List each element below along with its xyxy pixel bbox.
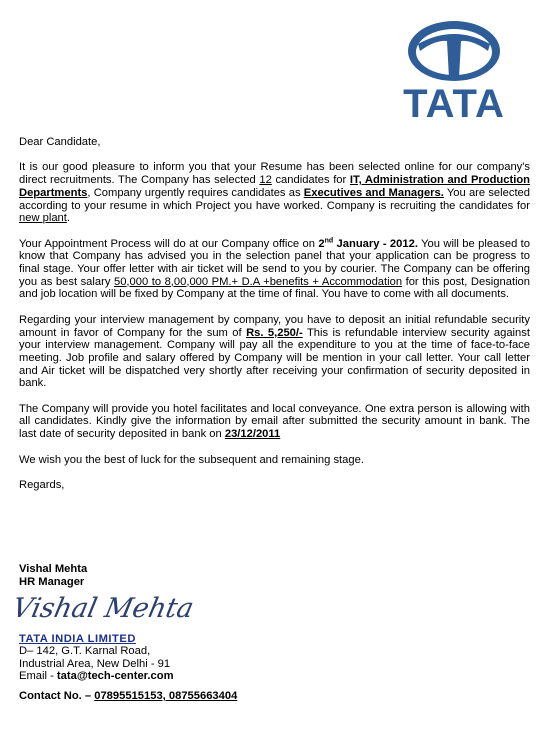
contact-line	[19, 690, 237, 702]
tata-emblem-icon	[385, 18, 523, 126]
text-run: The Company will provide you hotel facilitates and local conveyance. One extra person is allowing with all candidates. Kindly give the information by email after submitted the security amount in bank. The last date of security deposited in bank on	[19, 402, 530, 441]
text-run: , Company urgently requires candidates as	[87, 186, 304, 199]
paragraph-appointment	[19, 238, 530, 302]
text-run: You are selected according to your resume in which Project you have worked. Company is recruiting the candidates for	[19, 186, 531, 212]
email-address: tata@tech-center.com	[56, 670, 174, 683]
signatory-name: Vishal Mehta	[19, 563, 88, 575]
email-label: Email -	[19, 670, 57, 683]
contact-label: Contact No. –	[19, 690, 95, 702]
text-run: for this post, Designation and job location will be fixed by Company at the time of final. You have to come with all documents.	[19, 275, 530, 301]
last-deposit-date: 23/12/2011	[224, 428, 281, 441]
text-run: .	[66, 212, 71, 225]
regards: Regards,	[19, 478, 65, 491]
greeting: Dear Candidate,	[19, 136, 101, 148]
text-run: You will be pleased to know that Company has advised you in the selection panel that your application can be progress to final stage. Your offer letter with air ticket will be send to you by courier. The Company can be offering you as best salary	[19, 237, 531, 288]
paragraph-facilities	[19, 403, 530, 441]
text-run: This is refundable interview security against your interview management. Company will pay all the expenditure to you at the time of face-to-face meeting. Job profile and salary offered by Company will be mention in your call letter. Your call letter and Air ticket will be dispatched very shortly after receiving your confirmation of security deposited in bank.	[19, 326, 530, 390]
contact-numbers: 07895515153, 08755663404	[94, 690, 238, 702]
text-run: Your Appointment Process will do at our Company office on	[19, 237, 319, 250]
paragraph-deposit	[19, 314, 530, 390]
logo-wordmark: TATA	[403, 82, 505, 126]
new-plant: new plant	[19, 212, 67, 225]
address-line-1: D– 142, G.T. Karnal Road,	[19, 645, 151, 658]
text-run: Regarding your interview management by company, you have to deposit an initial refundable security amount in favor of Company for the sum of	[19, 313, 530, 339]
date-rest: January - 2012.	[333, 237, 418, 250]
company-block	[19, 633, 174, 683]
departments: IT, Administration and Production Departments	[19, 174, 530, 199]
date-suffix: nd	[324, 236, 334, 244]
paragraph-wishes: We wish you the best of luck for the subsequent and remaining stage.	[19, 453, 364, 466]
signatory-title: HR Manager	[19, 575, 85, 588]
paragraph-selection	[19, 161, 530, 225]
text-run: It is our good pleasure to inform you that your Resume has been selected online for our company's direct recruitments. The Company has selected	[19, 161, 530, 187]
text-run: candidates for	[271, 174, 350, 187]
roles: Executives and Managers.	[303, 186, 444, 199]
letter-body	[19, 136, 530, 492]
email-line	[19, 670, 174, 682]
signature-text: Vishal Mehta	[9, 593, 197, 624]
candidate-count: 12	[259, 174, 272, 187]
address-line-2: Industrial Area, New Delhi - 91	[19, 657, 171, 670]
appointment-date	[318, 238, 418, 250]
deposit-amount: Rs. 5,250/-	[246, 326, 303, 339]
tata-logo	[385, 18, 523, 126]
date-day: 2	[318, 237, 325, 250]
salary-offer: 50,000 to 8,00,000 PM.+ D.A +benefits + Accommodation	[113, 275, 403, 288]
handwritten-signature	[9, 585, 197, 631]
company-name: TATA INDIA LIMITED	[19, 633, 136, 645]
